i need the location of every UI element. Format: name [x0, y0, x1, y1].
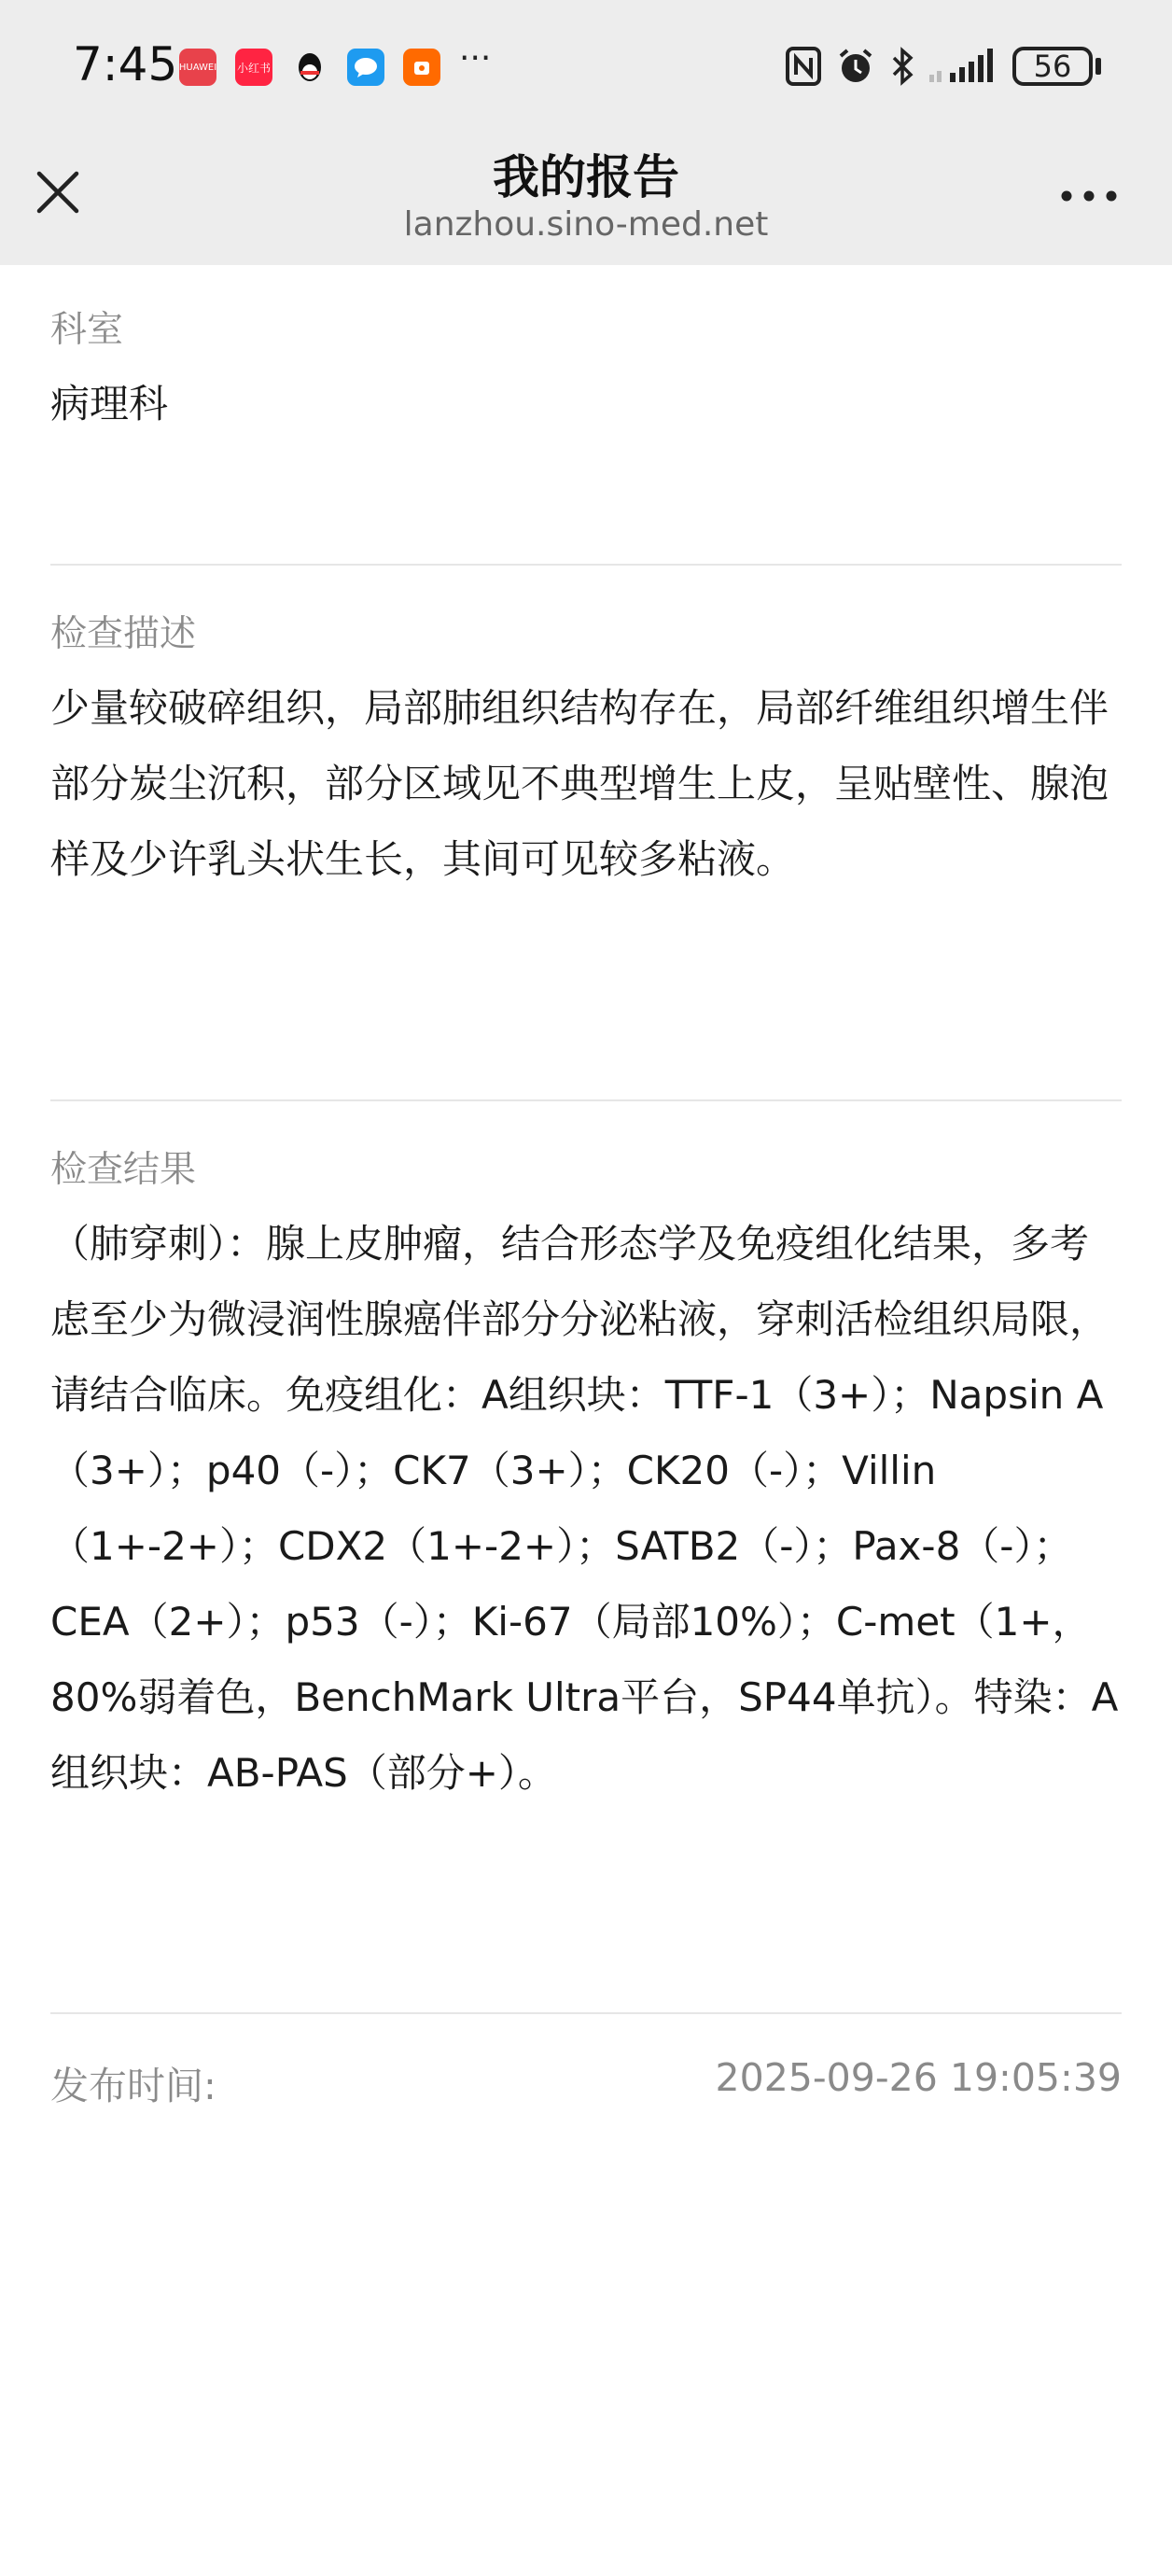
alarm-icon: [836, 47, 875, 86]
more-notifications-icon: ···: [459, 39, 492, 77]
publish-time-row: [50, 2014, 1122, 2145]
signal-icon: [928, 47, 998, 86]
taobao-icon: [403, 49, 440, 86]
nfc-icon: [786, 47, 821, 86]
description-value: 少量较破碎组织，局部肺组织结构存在，局部纤维组织增生伴部分炭尘沉积，部分区域见不典型增生上皮，呈贴壁性、腺泡样及少许乳头状生长，其间可见较多粘液。: [50, 685, 1109, 882]
messages-icon: [347, 49, 384, 86]
page-title: 我的报告: [493, 150, 679, 204]
status-bar: [0, 0, 1172, 133]
divider: [50, 1099, 1122, 1101]
publish-time-label: 发布时间:: [50, 2064, 216, 2108]
page-domain: lanzhou.sino-med.net: [403, 205, 769, 244]
huawei-app-icon: HUAWEI: [179, 49, 216, 86]
top-bar: [0, 0, 1172, 265]
description-label: 检查描述: [50, 613, 197, 655]
report-content: [50, 265, 1122, 2145]
result-section: [50, 1141, 1122, 2012]
more-menu-icon[interactable]: [1059, 187, 1119, 205]
battery-tip: [1095, 58, 1101, 75]
department-label: 科室: [50, 309, 124, 351]
result-value: （肺穿刺）：腺上皮肿瘤，结合形态学及免疫组化结果，多考虑至少为微浸润性腺癌伴部分分泌粘液，穿刺活检组织局限，请结合临床。免疫组化：A组织块：TTF-1（3+）；Napsin A（3+）；p40（-）；CK7（3+）；CK20（-）；Villin（1+-2+）；CDX2（1+-2+）；SATB2（-）；Pax-8（-）；CEA（2+）；p53（-）；Ki-67（局部10%）；C-met（1+，80%弱着色，BenchMark Ultra平台，SP44单抗）。特染：A组织块：AB-PAS（部分+）。: [50, 1221, 1119, 1796]
description-section: [50, 605, 1122, 1099]
divider: [50, 564, 1122, 566]
status-time: 7:45: [73, 37, 178, 91]
publish-time-value: 2025-09-26 19:05:39: [715, 2055, 1122, 2100]
department-value: 病理科: [50, 381, 169, 427]
result-label: 检查结果: [50, 1149, 197, 1191]
xiaohongshu-icon: 小红书: [235, 49, 272, 86]
qq-icon: [291, 49, 328, 86]
bluetooth-icon: [890, 47, 914, 86]
department-section: [50, 301, 1122, 564]
battery-indicator: 56: [1012, 47, 1093, 86]
